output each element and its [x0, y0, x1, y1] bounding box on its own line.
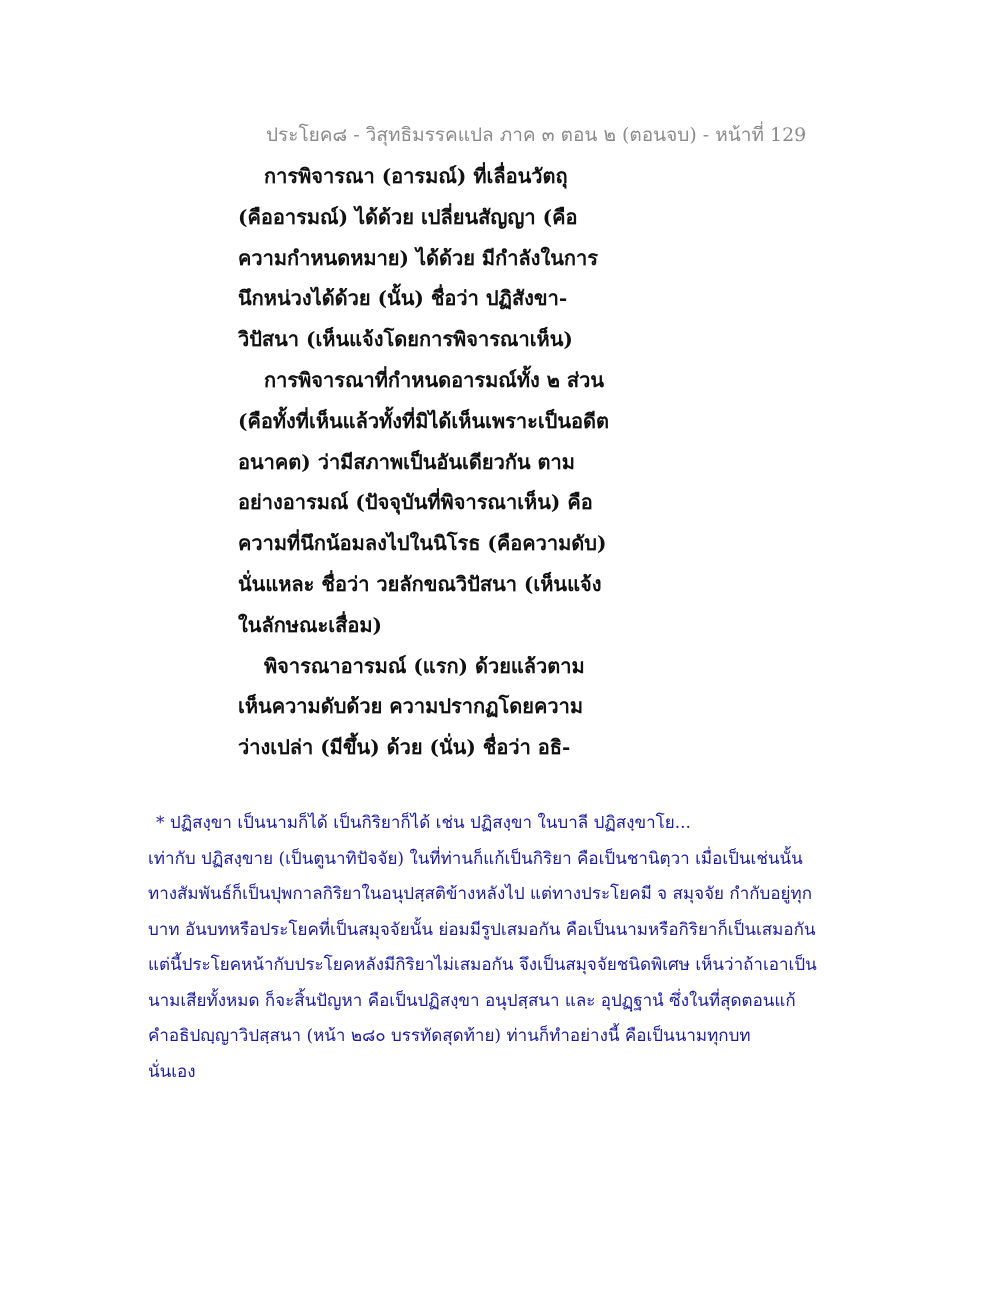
body-line: (คือทั้งที่เห็นแล้วทั้งที่มิได้เห็นเพราะเป็นอดีต: [238, 408, 610, 433]
footnote-line: เท่ากับ ปฏิสงฺขาย (เป็นตูนาทิปัจจัย) ในที่ท่านก็แก้เป็นกิริยา คือเป็นชานิตฺวา เมื่อเป็นเช่นนั้น: [148, 848, 803, 869]
running-header: ประโยค๘ - วิสุทธิมรรคแปล ภาค ๓ ตอน ๒ (ตอนจบ) - หน้าที่ 129: [266, 124, 807, 146]
body-line: ความที่นึกน้อมลงไปในนิโรธ (คือความดับ): [238, 531, 607, 556]
main-text: [238, 156, 658, 768]
body-line: การพิจารณา (อารมณ์) ที่เลื่อนวัตถุ: [264, 164, 568, 188]
footnote-line: คำอธิปญฺญาวิปสฺสนา (หน้า ๒๘๐ บรรทัดสุดท้าย) ท่านก็ทำอย่างนี้ คือเป็นนามทุกบท: [148, 1026, 751, 1046]
footnote-line: นั่นเอง: [148, 1061, 196, 1082]
body-line: เห็นความดับด้วย ความปรากฏโดยความ: [238, 694, 583, 719]
footnote-line: แต่นี้ประโยคหน้ากับประโยคหลังมีกิริยาไม่เสมอกัน จึงเป็นสมุจจัยชนิดพิเศษ เห็นว่าถ้าเอาเป็น: [148, 955, 817, 975]
body-line: นั่นแหละ ชื่อว่า วยลักขณวิปัสนา (เห็นแจ้ง: [238, 571, 602, 596]
body-line: การพิจารณาที่กำหนดอารมณ์ทั้ง ๒ ส่วน: [264, 367, 604, 392]
body-line: นึกหน่วงได้ด้วย (นั้น) ชื่อว่า ปฏิสังขา-: [238, 286, 568, 311]
body-line: อย่างอารมณ์ (ปัจจุบันที่พิจารณาเห็น) คือ: [238, 490, 593, 515]
footnote: [148, 806, 848, 1090]
body-line: วิปัสนา (เห็นแจ้งโดยการพิจารณาเห็น): [238, 327, 573, 352]
body-line: อนาคต) ว่ามีสภาพเป็นอันเดียวกัน ตาม: [238, 449, 575, 474]
body-line: (คืออารมณ์) ได้ด้วย เปลี่ยนสัญญา (คือ: [238, 204, 578, 229]
body-line: พิจารณาอารมณ์ (แรก) ด้วยแล้วตาม: [264, 653, 585, 678]
body-line: ในลักษณะเสื่อม): [238, 612, 382, 637]
body-line: ความกำหนดหมาย) ได้ด้วย มีกำลังในการ: [238, 245, 598, 270]
footnote-line: * ปฏิสงฺขา เป็นนามก็ได้ เป็นกิริยาก็ได้ เช่น ปฏิสงฺขา ในบาลี ปฏิสงฺขาโย...: [156, 813, 691, 833]
body-line: ว่างเปล่า (มีขึ้น) ด้วย (นั่น) ชื่อว่า อธิ-: [238, 735, 571, 760]
footnote-line: บาท อันบทหรือประโยคที่เป็นสมุจจัยนั้น ย่อมมีรูปเสมอกัน คือเป็นนามหรือกิริยาก็เป็นเสมอกัน: [148, 919, 816, 940]
footnote-line: ทางสัมพันธ์ก็เป็นปุพกาลกิริยาในอนุปสฺสติข้างหลังไป แต่ทางประโยคมี จ สมุจจัย กำกับอยู่ทุก: [148, 884, 813, 904]
footnote-line: นามเสียทั้งหมด ก็จะสิ้นปัญหา คือเป็นปฏิสงฺขา อนุปสฺสนา และ อุปฏฺฐานํ ซึ่งในที่สุดตอนแก้: [148, 990, 796, 1011]
